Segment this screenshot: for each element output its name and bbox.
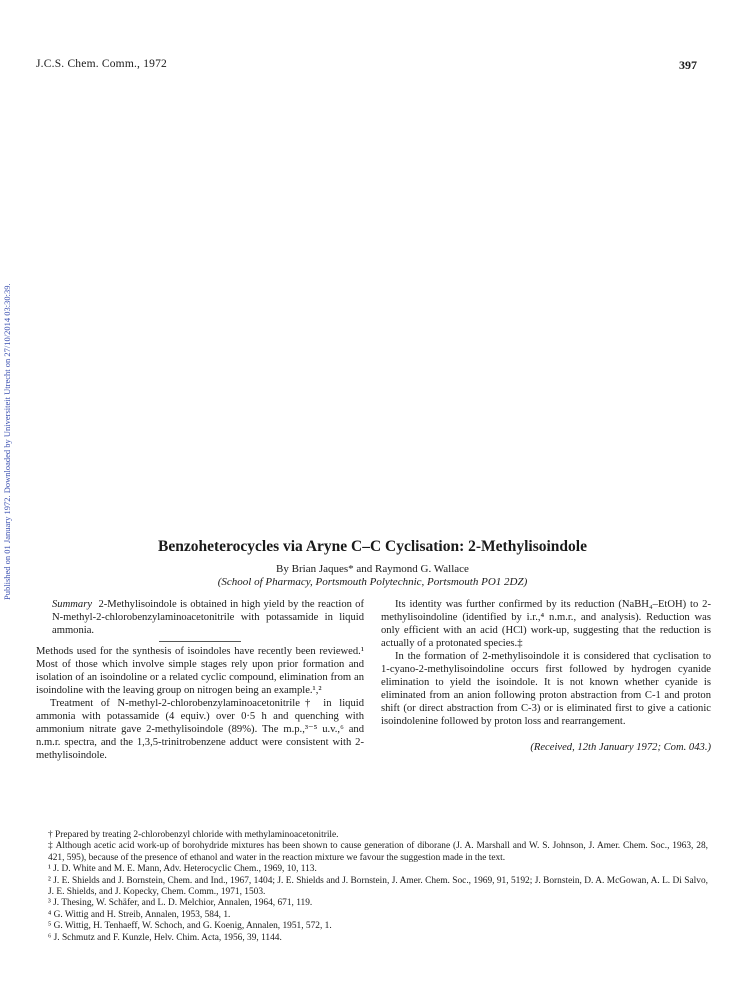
body-paragraph: Methods used for the synthesis of isoindoles have recently been reviewed.¹ Most of those which involve simple stages rely upon prior formation and isolation of an isoindoline or a related cyclic compound, elimination from an isoindoline with the leaving group on nitrogen being an example.¹,² xyxy=(36,646,364,696)
body-paragraph: Treatment of N-methyl-2-chlorobenzylaminoacetonitrile† in liquid ammonia with potassamide (4 equiv.) over 0·5 h and quenching with ammonium nitrate gave 2-methylisoindole (89%). The m.p.,³⁻⁵ u.v.,⁶ and n.m.r. spectra, and the 1,3,5-trinitrobenzene adduct were consistent with 2-methylisoindole. xyxy=(36,698,364,761)
reference-item: ³ J. Thesing, W. Schäfer, and L. D. Melchior, Annalen, 1964, 671, 119. xyxy=(48,898,313,909)
page-number: 397 xyxy=(679,58,697,72)
author-line: By Brian Jaques* and Raymond G. Wallace xyxy=(276,563,469,575)
reference-item: ⁴ G. Wittig and H. Streib, Annalen, 1953, 584, 1. xyxy=(48,909,231,920)
footnote-item: † Prepared by treating 2-chlorobenzyl chloride with methylaminoacetonitrile. xyxy=(48,830,339,840)
reference-item: ² J. E. Shields and J. Bornstein, Chem. and Ind., 1967, 1404; J. E. Shields and J. Bornstein, J. Amer. Chem. Soc., 1969, 91, 5192; J. Bornstein, D. A. McGowan, A. L. Di Salvo, J. E. Shields, and J. Kopecky, Chem. Comm., 1971, 1503. xyxy=(48,875,708,898)
reference-item: ⁶ J. Schmutz and F. Kunzle, Helv. Chim. Acta, 1956, 39, 1144. xyxy=(48,932,282,943)
summary-paragraph xyxy=(36,598,364,637)
section-divider xyxy=(159,641,241,642)
footnote-item: ‡ Although acetic acid work-up of borohydride mixtures has been shown to cause generation of diborane (J. A. Marshall and W. S. Johnson, J. Amer. Chem. Soc., 1963, 28, 421, 595), because of the presence of ethanol and water in the reaction mixture we favour the suggestion made in the text. xyxy=(48,841,708,863)
footnotes xyxy=(36,830,708,944)
summary-label: Summary xyxy=(52,599,93,610)
affiliation-line: (School of Pharmacy, Portsmouth Polytechnic, Portsmouth PO1 2DZ) xyxy=(217,576,528,588)
body-paragraph: Its identity was further confirmed by its reduction (NaBH₄–EtOH) to 2-methylisoindoline (identified by i.r.,⁴ n.m.r., and analysis). Reduction was only efficient with an acid (HCl) work-up, suggesting that the reduction is actually of a protonated species.‡ xyxy=(381,599,711,649)
watermark-text: Published on 01 January 1972. Downloaded by Universiteit Utrecht on 27/10/2014 03:30:39. xyxy=(2,283,12,600)
reference-item: ⁵ G. Wittig, H. Tenhaeff, W. Schoch, and G. Koenig, Annalen, 1951, 572, 1. xyxy=(48,921,332,932)
article-title: Benzoheterocycles via Aryne C–C Cyclisation: 2-Methylisoindole xyxy=(158,538,587,555)
body-paragraph: In the formation of 2-methylisoindole it is considered that cyclisation to 1-cyano-2-methylisoindoline occurs first followed by hydrogen cyanide elimination to yield the isoindole. It is not known whether cyanide is eliminated from an anion following proton abstraction from C-1 and proton shift (or direct abstraction from C-3) or is eliminated first to give a cationic isoindolenine followed by proton loss and rearrangement. xyxy=(381,651,711,727)
right-column xyxy=(381,598,711,754)
summary-text: 2-Methylisoindole is obtained in high yield by the reaction of N-methyl-2-chlorobenzylaminoacetonitrile with potassamide in liquid ammonia. xyxy=(52,599,365,636)
left-column xyxy=(36,598,364,762)
received-line: (Received, 12th January 1972; Com. 043.) xyxy=(530,742,711,753)
reference-item: ¹ J. D. White and M. E. Mann, Adv. Heterocyclic Chem., 1969, 10, 113. xyxy=(48,864,317,875)
running-head: J.C.S. Chem. Comm., 1972 xyxy=(36,58,167,70)
